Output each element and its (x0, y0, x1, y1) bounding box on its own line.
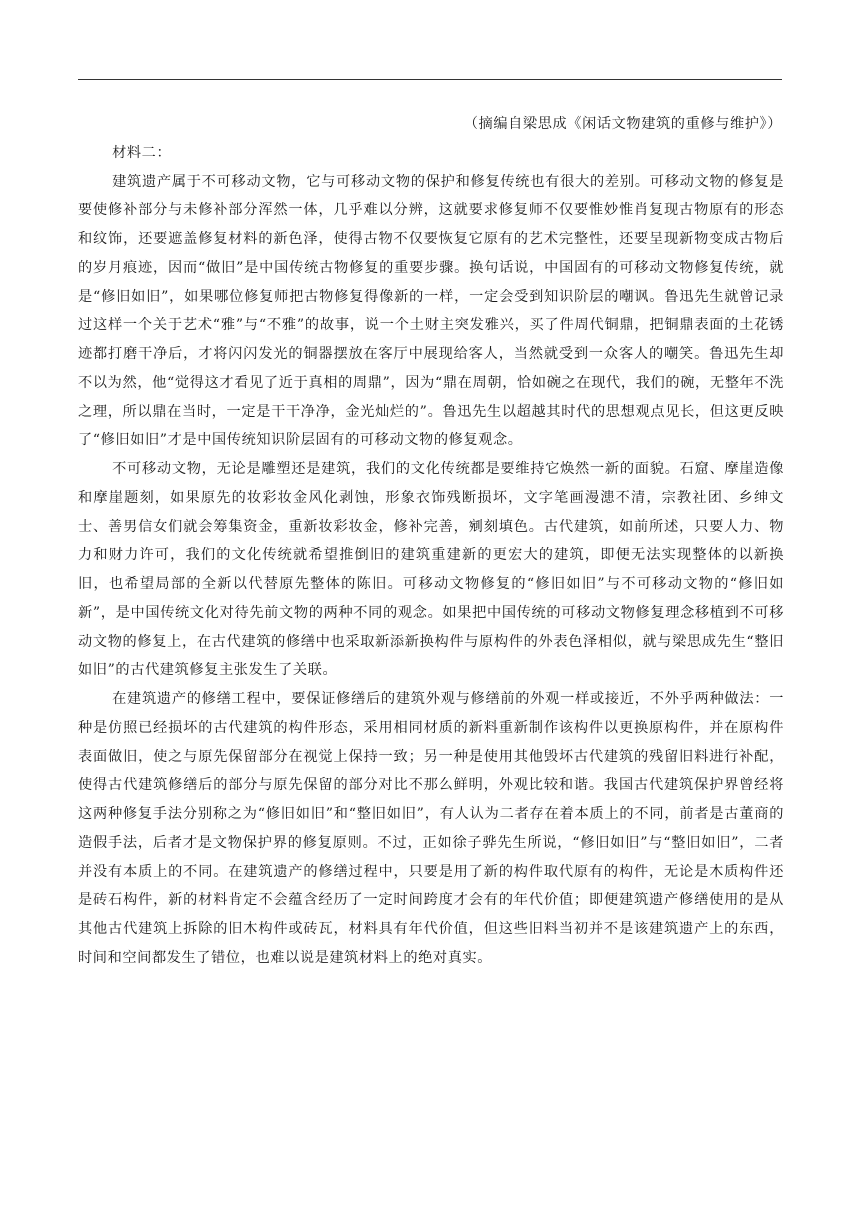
section-heading: 材料二： (112, 144, 172, 161)
paragraph: 在建筑遗产的修缮工程中，要保证修缮后的建筑外观与修缮前的外观一样或接近，不外乎两种做法：一种是仿照已经损坏的古代建筑的构件形态，采用相同材质的新料重新制作该构件以更换原构件，并在原构件表面做旧，使之与原先保留部分在视觉上保持一致；另一种是使用其他毁坏古代建筑的残留旧料进行补配，使得古代建筑修缮后的部分与原先保留的部分对比不那么鲜明，外观比较和谐。我国古代建筑保护界曾经将这两种修复手法分别称之为“修旧如旧”和“整旧如旧”，有人认为二者存在着本质上的不同，前者是古董商的造假手法，后者才是文物保护界的修复原则。不过，正如徐子骅先生所说，“修旧如旧”与“整旧如旧”，二者并没有本质上的不同。在建筑遗产的修缮过程中，只要是用了新的构件取代原有的构件，无论是木质构件还是砖石构件，新的材料肯定不会蕴含经历了一定时间跨度才会有的年代价值；即便建筑遗产修缮使用的是从其他古代建筑上拆除的旧木构件或砖瓦，材料具有年代价值，但这些旧料当初并不是该建筑遗产上的东西，时间和空间都发生了错位，也难以说是建筑材料上的绝对真实。 (78, 691, 784, 966)
document-body (78, 110, 784, 973)
paragraph: 建筑遗产属于不可移动文物，它与可移动文物的保护和修复传统也有很大的差别。可移动文物的修复是要使修补部分与未修补部分浑然一体，几乎难以分辨，这就要求修复师不仅要惟妙惟肖复现古物原有的形态和纹饰，还要遮盖修复材料的新色泽，使得古物不仅要恢复它原有的艺术完整性，还要呈现新物变成古物后的岁月痕迹，因而“做旧”是中国传统古物修复的重要步骤。换句话说，中国固有的可移动文物修复传统，就是“修旧如旧”，如果哪位修复师把古物修复得像新的一样，一定会受到知识阶层的嘲讽。鲁迅先生就曾记录过这样一个关于艺术“雅”与“不雅”的故事，说一个土财主突发雅兴，买了件周代铜鼎，把铜鼎表面的土花锈迹都打磨干净后，才将闪闪发光的铜器摆放在客厅中展现给客人，当然就受到一众客人的嘲笑。鲁迅先生却不以为然，他“觉得这才看见了近于真相的周鼎”，因为“鼎在周朝，恰如碗之在现代，我们的碗，无整年不洗之理，所以鼎在当时，一定是干干净净，金光灿烂的”。鲁迅先生以超越其时代的思想观点见长，但这更反映了“修旧如旧”才是中国传统知识阶层固有的可移动文物的修复观念。 (78, 173, 784, 449)
header-divider (78, 79, 782, 80)
source-citation: （摘编自梁思成《闲话文物建筑的重修与维护》） (463, 116, 782, 132)
paragraph: 不可移动文物，无论是雕塑还是建筑，我们的文化传统都是要维持它焕然一新的面貌。石窟、摩崖造像和摩崖题刻，如果原先的妆彩妆金风化剥蚀，形象衣饰残断损坏，文字笔画漫漶不清，宗教社团、乡绅文士、善男信女们就会筹集资金，重新妆彩妆金，修补完善，剜刻填色。古代建筑，如前所述，只要人力、物力和财力许可，我们的文化传统就希望推倒旧的建筑重建新的更宏大的建筑，即便无法实现整体的以新换旧，也希望局部的全新以代替原先整体的陈旧。可移动文物修复的“修旧如旧”与不可移动文物的“修旧如新”，是中国传统文化对待先前文物的两种不同的观念。如果把中国传统的可移动文物修复理念移植到不可移动文物的修复上，在古代建筑的修缮中也采取新添新换构件与原构件的外表色泽相似，就与梁思成先生“整旧如旧”的古代建筑修复主张发生了关联。 (78, 461, 784, 679)
